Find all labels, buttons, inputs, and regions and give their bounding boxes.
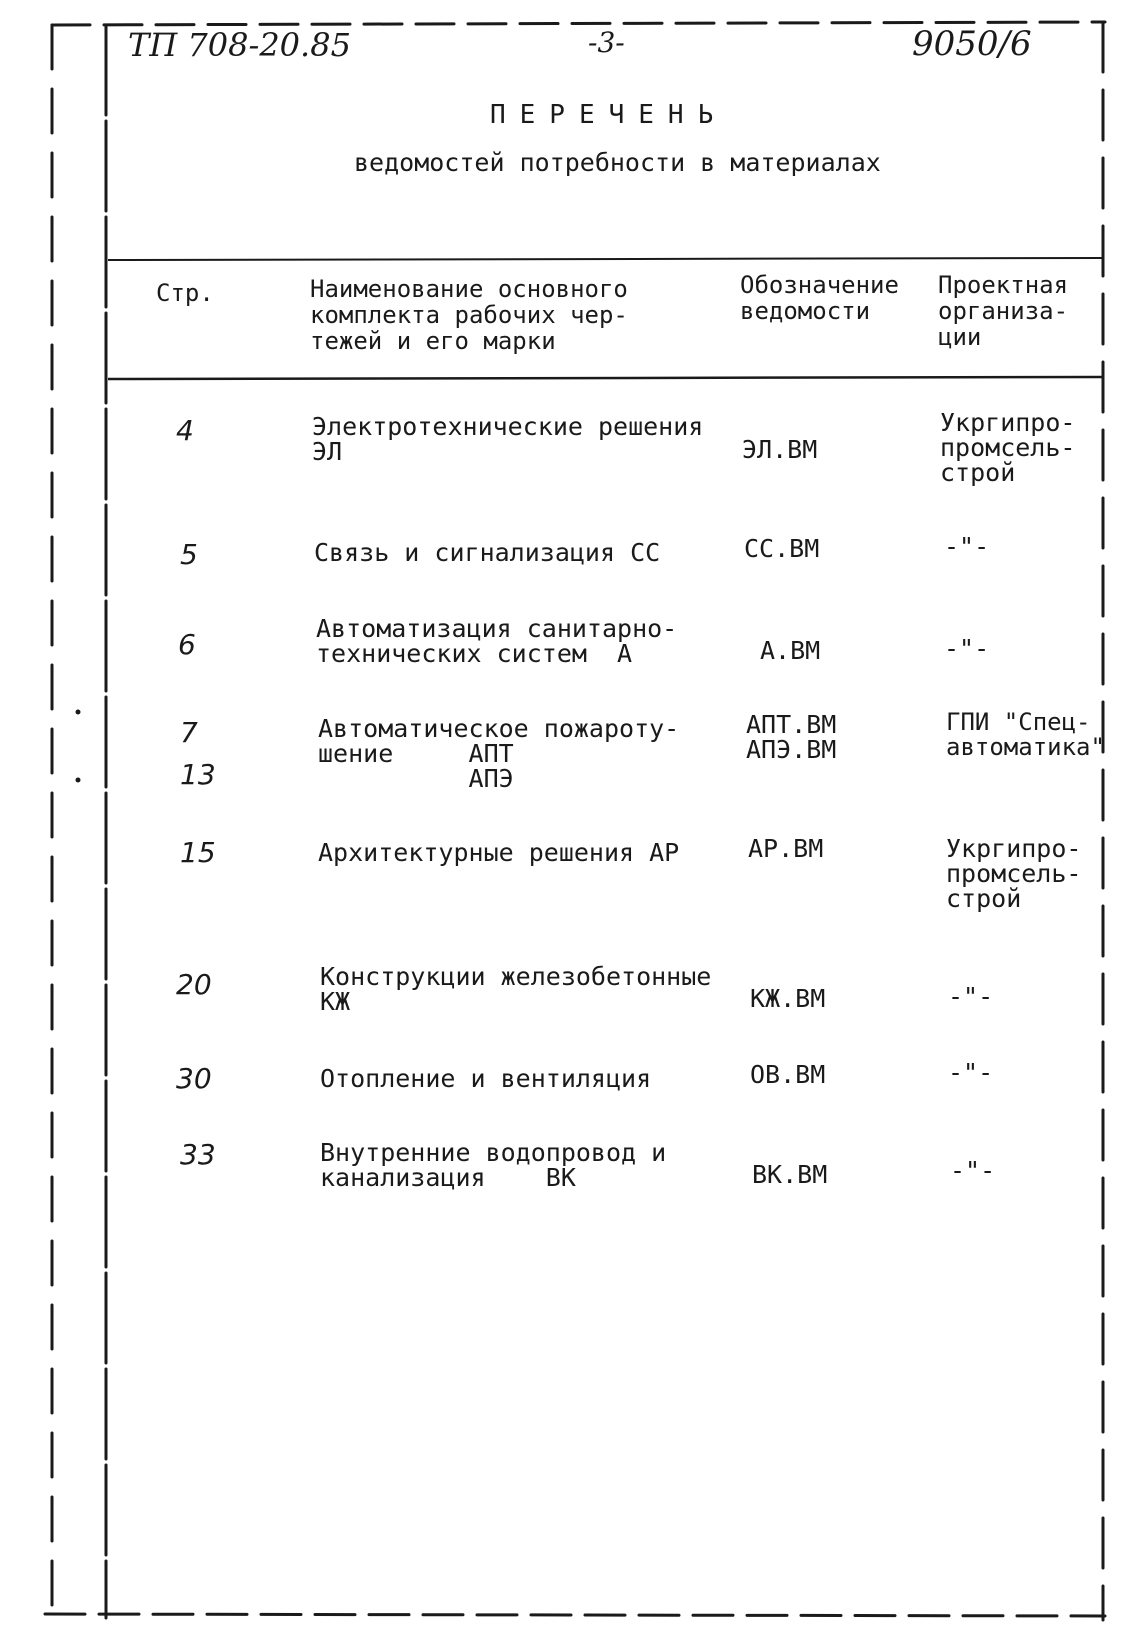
row-organization: -"- bbox=[944, 532, 990, 561]
row-designation: АР.ВМ bbox=[748, 834, 824, 863]
row-page: 6 bbox=[178, 628, 196, 661]
table-top-rule bbox=[108, 258, 1103, 260]
row-organization: -"- bbox=[944, 634, 990, 663]
row-organization: -"- bbox=[950, 1156, 996, 1185]
row-organization: -"- bbox=[948, 982, 994, 1011]
row-name: Автоматизация санитарно- технических систем А bbox=[316, 614, 678, 668]
row-page: 33 bbox=[180, 1138, 216, 1171]
row-designation: ЭЛ.ВМ bbox=[742, 435, 818, 464]
row-organization: -"- bbox=[948, 1058, 994, 1087]
row-organization: ГПИ "Спец- автоматика" bbox=[946, 708, 1105, 761]
col-header-designation: Обозначение ведомости bbox=[740, 271, 899, 325]
row-name: Внутренние водопровод и канализация ВК bbox=[320, 1138, 667, 1192]
row-page: 5 bbox=[180, 538, 198, 571]
col-header-page: Стр. bbox=[156, 279, 214, 307]
row-name: Отопление и вентиляция bbox=[320, 1064, 652, 1093]
row-designation: А.ВМ bbox=[760, 636, 821, 665]
row-designation: ВК.ВМ bbox=[752, 1160, 828, 1189]
row-name: Связь и сигнализация СС bbox=[314, 538, 661, 567]
row-name: Автоматическое пожароту- шение АПТ АПЭ bbox=[318, 714, 680, 793]
row-page: 4 bbox=[176, 414, 194, 447]
doc-code: ТП 708-20.85 bbox=[128, 26, 351, 64]
row-page: 7 13 bbox=[180, 716, 216, 791]
row-name: Конструкции железобетонные КЖ bbox=[320, 962, 712, 1016]
row-page: 30 bbox=[176, 1062, 212, 1095]
sheet-code: 9050/6 bbox=[912, 24, 1032, 64]
page-title: ПЕРЕЧЕНЬ bbox=[490, 100, 728, 130]
col-header-organization: Проектная организа- ции bbox=[938, 271, 1069, 351]
row-designation: АПТ.ВМ АПЭ.ВМ bbox=[746, 710, 837, 764]
row-organization: Укргипро- промсель- строй bbox=[946, 834, 1082, 913]
row-organization: Укргипро- промсель- строй bbox=[940, 408, 1076, 487]
table-header-rule bbox=[108, 377, 1103, 379]
row-designation: ОВ.ВМ bbox=[750, 1060, 826, 1089]
row-designation: СС.ВМ bbox=[744, 534, 820, 563]
row-name: Архитектурные решения АР bbox=[318, 838, 680, 867]
row-page: 15 bbox=[180, 836, 216, 869]
row-designation: КЖ.ВМ bbox=[750, 984, 826, 1013]
row-name: Электротехнические решения ЭЛ bbox=[312, 412, 704, 466]
page-subtitle: ведомостей потребности в материалах bbox=[354, 148, 881, 177]
row-page: 20 bbox=[176, 968, 212, 1001]
col-header-name: Наименование основного комплекта рабочих чер- тежей и его марки bbox=[310, 275, 628, 355]
page-number: -3- bbox=[588, 26, 625, 59]
